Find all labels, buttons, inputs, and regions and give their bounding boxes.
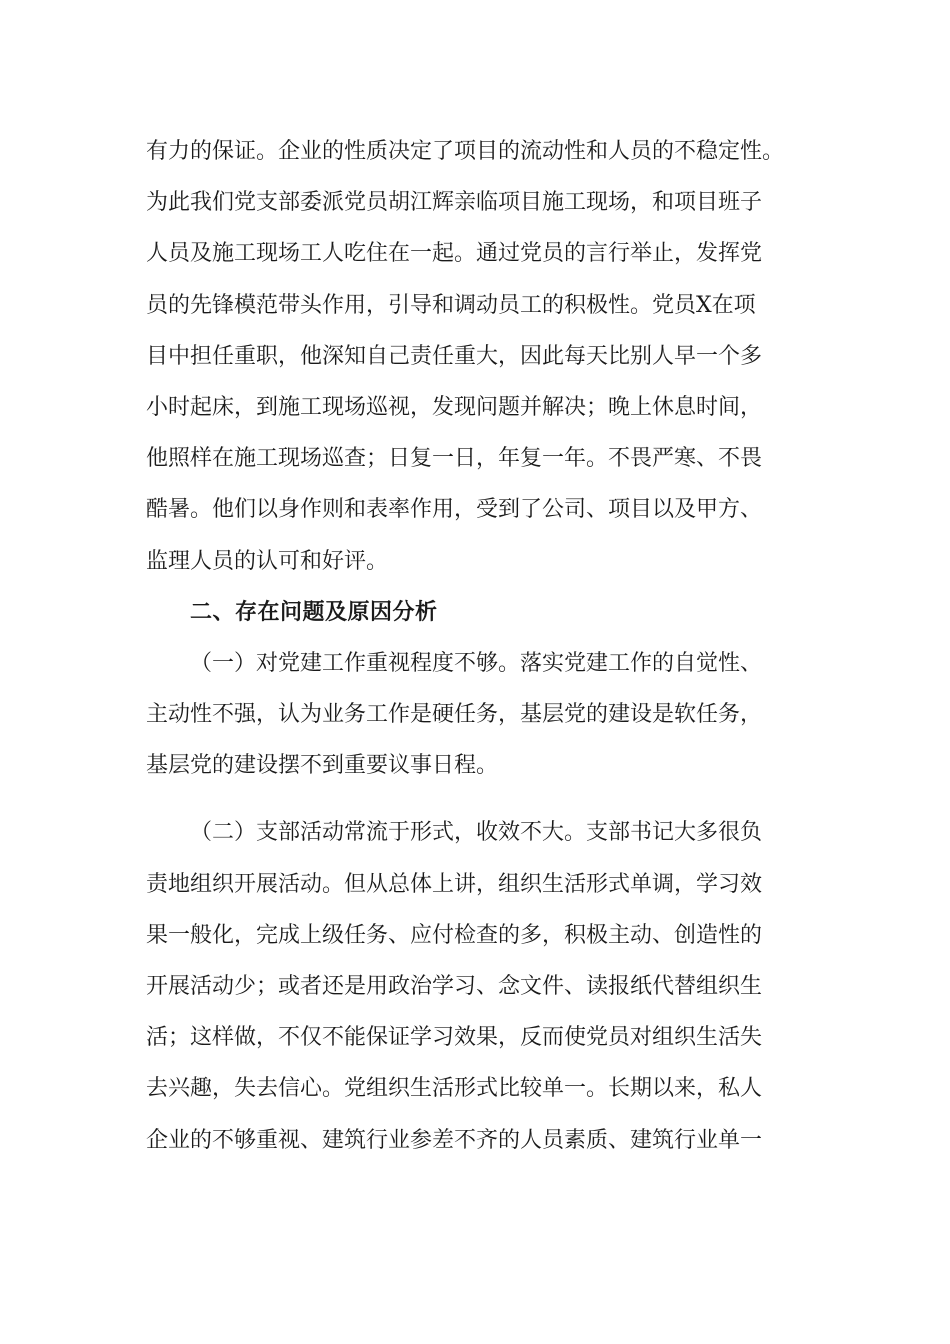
text-line: （一）对党建工作重视程度不够。落实党建工作的自觉性、 (190, 650, 763, 676)
text-line: 酷暑。他们以身作则和表率作用，受到了公司、项目以及甲方、 (146, 497, 763, 523)
paragraph-spacer (146, 791, 806, 807)
text-line: 员的先锋模范带头作用，引导和调动员工的积极性。党员X在项 (146, 292, 756, 318)
text-line: 目中担任重职，他深知自己责任重大，因此每天比别人早一个多 (146, 343, 763, 369)
text-line: 去兴趣，失去信心。党组织生活形式比较单一。长期以来，私人 (146, 1076, 763, 1102)
text-line: 责地组织开展活动。但从总体上讲，组织生活形式单调，学习效 (146, 871, 763, 897)
text-line: 他照样在施工现场巡查；日复一日，年复一年。不畏严寒、不畏 (146, 446, 763, 472)
text-line: 活；这样做，不仅不能保证学习效果，反而使党员对组织生活失 (146, 1025, 763, 1051)
paragraph-issue-one (146, 638, 806, 792)
document-body (146, 126, 806, 1166)
text-line: 开展活动少；或者还是用政治学习、念文件、读报纸代替组织生 (146, 974, 763, 999)
text-line: 为此我们党支部委派党员胡江辉亲临项目施工现场，和项目班子 (146, 190, 763, 216)
text-line: 基层党的建设摆不到重要议事日程。 (146, 753, 499, 779)
section-heading: 二、存在问题及原因分析 (190, 599, 438, 625)
text-line: 主动性不强，认为业务工作是硬任务，基层党的建设是软任务， (146, 702, 763, 728)
text-line: 有力的保证。企业的性质决定了项目的流动性和人员的不稳定性。 (146, 139, 785, 164)
text-line: 人员及施工现场工人吃住在一起。通过党员的言行举止，发挥党 (146, 241, 763, 267)
text-line: 小时起床，到施工现场巡视，发现问题并解决；晚上休息时间， (146, 394, 763, 420)
paragraph-issue-two (146, 807, 806, 1165)
text-line: 企业的不够重视、建筑行业参差不齐的人员素质、建筑行业单一 (146, 1127, 763, 1153)
text-line: （二）支部活动常流于形式，收效不大。支部书记大多很负 (190, 820, 763, 846)
text-line: 果一般化，完成上级任务、应付检查的多，积极主动、创造性的 (146, 922, 763, 948)
paragraph-party-member-example (146, 126, 806, 587)
text-line: 监理人员的认可和好评。 (146, 548, 389, 574)
